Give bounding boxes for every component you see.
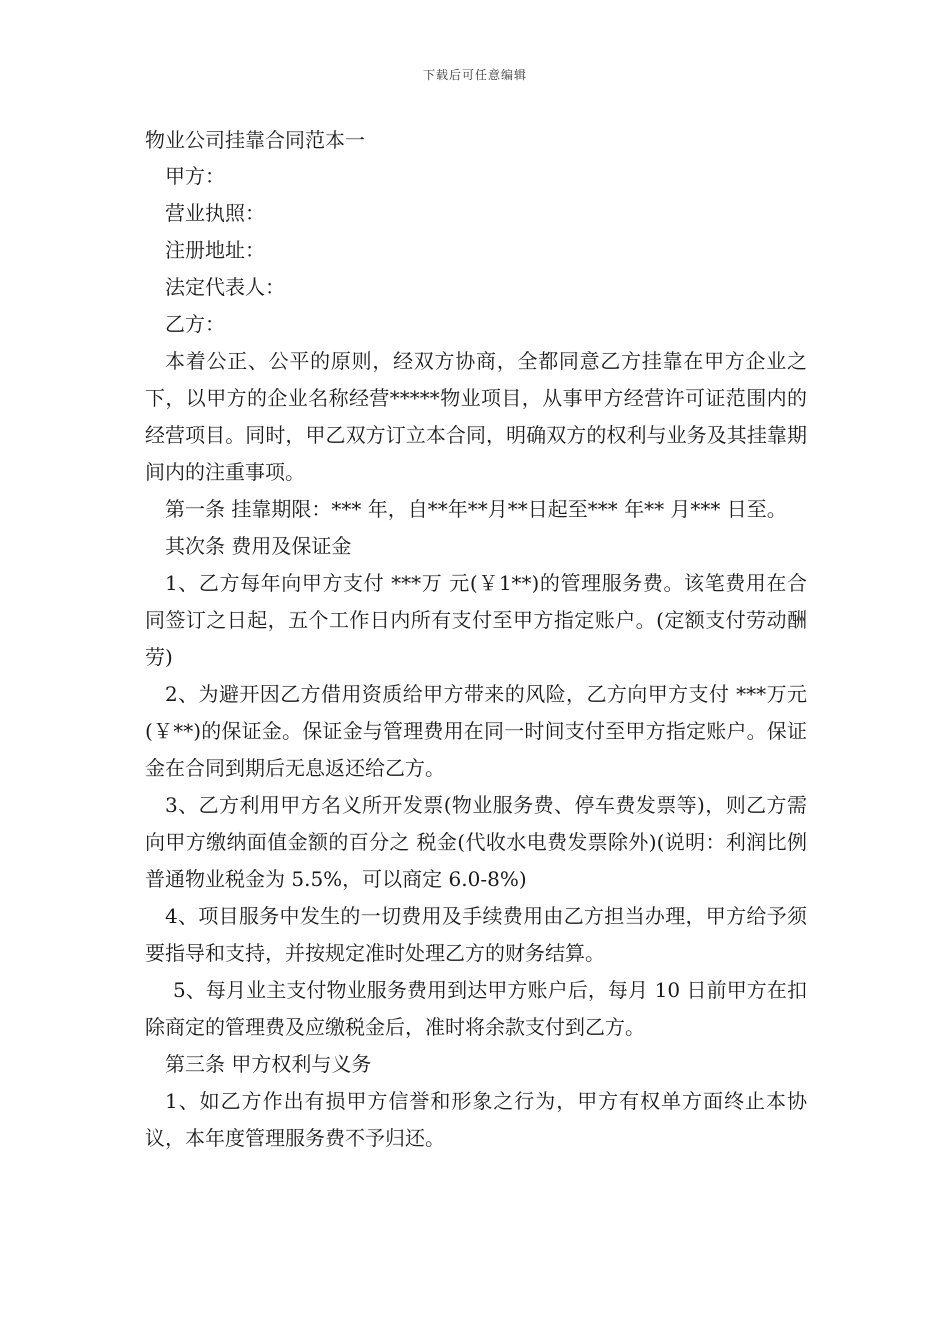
article-2-item-2: 2、为避开因乙方借用资质给甲方带来的风险，乙方向甲方支付 ***万元(￥**)的保证金。保证金与管理费用在同一时间支付至甲方指定账户。保证金在合同到期后无息返还给乙方。: [145, 682, 807, 780]
party-b-field: 乙方：: [165, 312, 225, 336]
article-2-item-1: 1、乙方每年向甲方支付 ***万 元(￥1**)的管理服务费。该笔费用在合同签订之日起，五个工作日内所有支付至甲方指定账户。(定额支付劳动酬劳): [145, 571, 807, 669]
registered-address-field: 注册地址：: [165, 238, 265, 262]
article-3-item-1: 1、如乙方作出有损甲方信誉和形象之行为，甲方有权单方面终止本协议，本年度管理服务费不予归还。: [145, 1089, 807, 1150]
article-2-item-4: 4、项目服务中发生的一切费用及手续费用由乙方担当办理，甲方给予须要指导和支持，并按规定准时处理乙方的财务结算。: [145, 904, 807, 965]
page-header: 下载后可任意编辑: [422, 68, 527, 82]
legal-representative-field: 法定代表人：: [165, 275, 285, 299]
article-2-item-3: 3、乙方利用甲方名义所开发票(物业服务费、停车费发票等)，则乙方需向甲方缴纳面值金额的百分之 税金(代收水电费发票除外)(说明：利润比例普通物业税金为 5.5%，可以商定 6.0-8%): [145, 793, 807, 891]
business-license-field: 营业执照：: [165, 201, 265, 225]
document-body: [145, 122, 807, 1157]
article-2-heading: 其次条 费用及保证金: [165, 534, 352, 558]
document-title: 物业公司挂靠合同范本一: [145, 128, 365, 152]
article-2-item-5: 5、每月业主支付物业服务费用到达甲方账户后，每月 10 日前甲方在扣除商定的管理费及应缴税金后，准时将余款支付到乙方。: [145, 978, 807, 1039]
intro-paragraph: 本着公正、公平的原则，经双方协商，全都同意乙方挂靠在甲方企业之下，以甲方的企业名称经营*****物业项目，从事甲方经营许可证范围内的经营项目。同时，甲乙双方订立本合同，明确双方的权利与业务及其挂靠期间内的注重事项。: [145, 349, 807, 484]
article-1-term: 第一条 挂靠期限：*** 年，自**年**月**日起至*** 年** 月*** 日至。: [165, 497, 787, 521]
party-a-field: 甲方：: [165, 164, 225, 188]
article-3-heading: 第三条 甲方权利与义务: [165, 1052, 372, 1076]
